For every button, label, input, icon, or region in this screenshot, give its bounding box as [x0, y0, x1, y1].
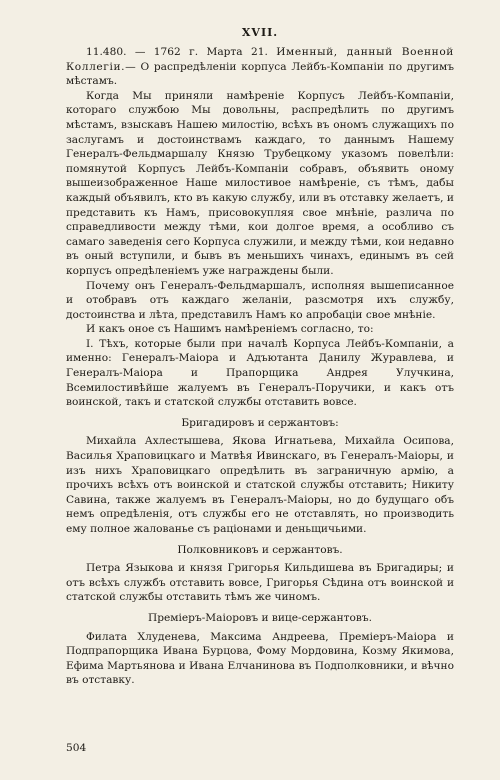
- decree-summary: — О распредѣленіи корпуса Лейбъ-Компаніи по другимъ мѣстамъ.: [66, 60, 454, 88]
- paragraph-1: Когда Мы приняли намѣреніе Корпусъ Лейбъ-Компаніи, котораго службою Мы довольны, распредѣлить по другимъ мѣстамъ, взыскавъ Нашею милостію, всѣхъ въ ономъ служащихъ по заслугамъ и достоинствамъ каждаго, то даннымъ Нашему Генералъ-Фельдмаршалу Князю Трубецкому указомъ повелѣли: помянутой Корпусъ Лейбъ-Компаніи собравъ, объявить оному вышеизображенное Наше милостивое намѣреніе, съ тѣмъ, дабы каждый объявилъ, кто въ какую службу, или въ отставку желаетъ, и представить къ Намъ, присовокупляя свое мнѣніе, различа по справедливости между тѣми, кои долгое время, а особливо съ самаго заведенія сего Корпуса служили, и между тѣми, кои недавно въ оный вступили, и бывъ въ меньшихъ чинахъ, единымъ въ сей корпусъ опредѣленіемъ уже награждены были.: [66, 89, 454, 277]
- paragraph-4: I. Тѣхъ, которые были при началѣ Корпуса Лейбъ-Компаніи, а именно: Генералъ-Маіора и Адъютанта Данилу Журавлева, и Генералъ-Маіора и Прапорщика Андрея Улучкина, Всемилостивѣйше жалуемъ въ Генералъ-Поручики, и какъ отъ воинской, такъ и статской службы отставить вовсе.: [66, 337, 454, 409]
- decree-number: 11.480.: [86, 46, 127, 58]
- section-number: XVII.: [241, 26, 279, 39]
- section-text-brigadiers: Михайла Ахлестышева, Якова Игнатьева, Михайла Осипова, Василья Храповицкаго и Матвѣя Ивинскаго, въ Генералъ-Маіоры, и изъ нихъ Храповицкаго опредѣлить въ заграничную армію, а прочихъ всѣхъ отъ воинской и статской службы отставить; Никиту Савина, также жалуемъ въ Генералъ-Маіоры, но до будущаго объ немъ опредѣленія, отъ службы его не отставлять, но производить ему полное жалованье съ раціонами и деньщичьими.: [66, 435, 454, 535]
- decree-type: Именный, данный Военной Коллегіи.: [66, 46, 454, 73]
- page-number: 504: [66, 742, 87, 754]
- decree-lead: [66, 45, 454, 89]
- paragraph-2: Почему онъ Генералъ-Фельдмаршалъ, исполняя вышеписанное и отобравъ отъ каждаго желаніи, разсмотря ихъ службу, достоинства и лѣта, представилъ Намъ ко апробаціи свое мнѣніе.: [66, 279, 454, 321]
- section-heading-brigadiers: Бригадировъ и сержантовъ:: [181, 416, 339, 429]
- section-heading-majors: Преміеръ-Маіоровъ и вице-сержантовъ.: [148, 611, 372, 624]
- decree-date: — 1762 г. Марта 21.: [134, 46, 268, 58]
- section-heading-colonels: Полковниковъ и сержантовъ.: [177, 543, 343, 556]
- section-text-colonels: Петра Языкова и князя Григорья Кильдишева въ Бригадиры; и отъ всѣхъ службъ отставить вовсе, Григорья Сѣдина отъ воинской и статской службы отставить тѣмъ же чиномъ.: [66, 562, 454, 604]
- paragraph-3: И какъ оное съ Нашимъ намѣреніемъ согласно, то:: [86, 323, 374, 336]
- section-text-majors: Филата Хлуденева, Максима Андреева, Преміеръ-Маіора и Подпрапорщика Ивана Бурцова, Фому Мордовина, Козму Якимова, Ефима Мартьянова и Ивана Елчанинова въ Подполковники, и вѣчно въ отставку.: [66, 630, 454, 687]
